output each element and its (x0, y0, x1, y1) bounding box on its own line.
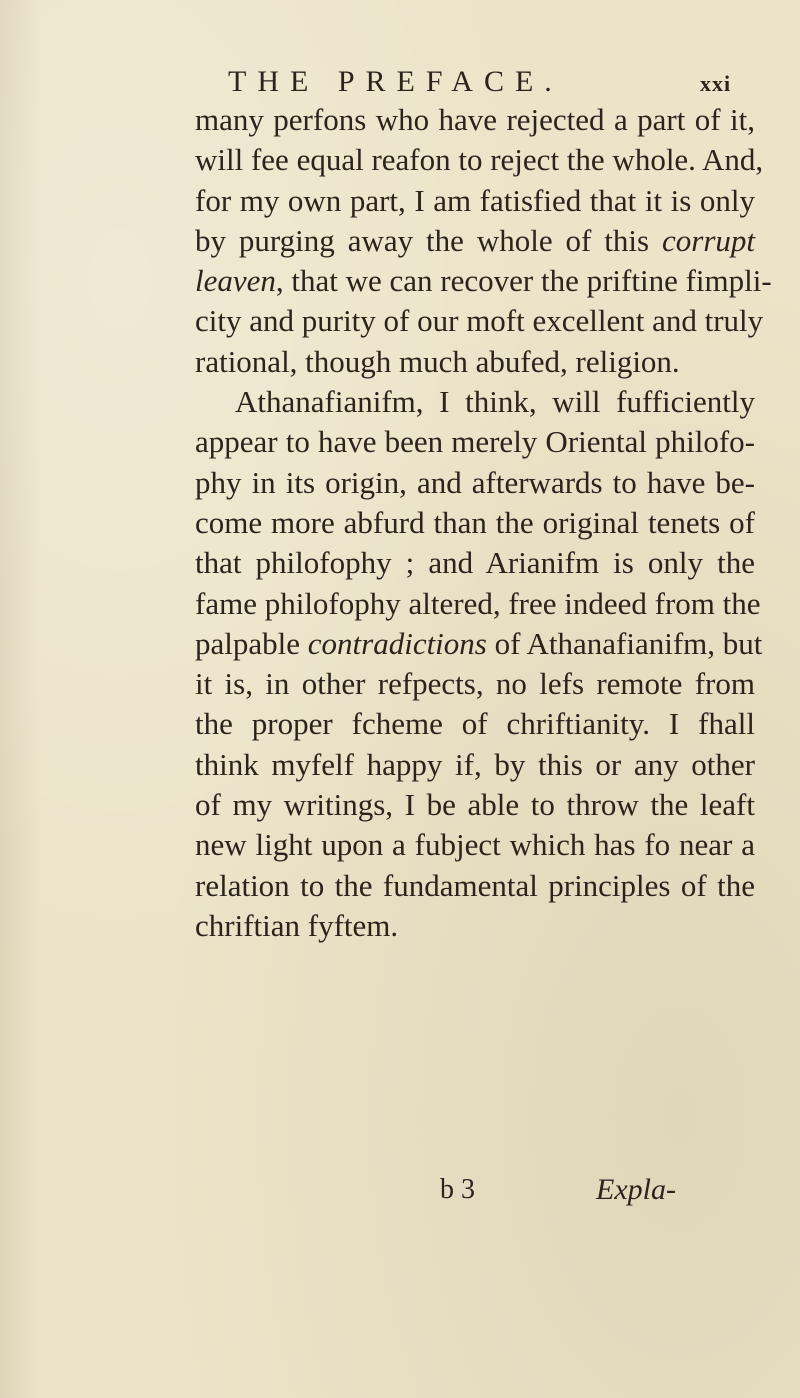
text-line: relation to the fundamental principles of the (195, 867, 755, 903)
text-line: palpable contradictions of Athanafianifm, but (195, 625, 763, 661)
text-line: city and purity of our moft excellent and truly (195, 303, 764, 339)
signature-mark: b 3 (440, 1174, 475, 1205)
text-line: that philofophy ; and Arianifm is only the (195, 545, 755, 581)
text-line: rational, though much abufed, religion. (195, 343, 680, 379)
text-line: will fee equal reafon to reject the whole. And, (195, 142, 764, 178)
text-line: it is, in other refpects, no lefs remote from (195, 666, 755, 702)
italic-phrase: leaven (195, 263, 276, 299)
text-line: by purging away the whole of this corrupt (195, 222, 755, 258)
text-line: the proper fcheme of chriftianity. I fhall (195, 706, 755, 742)
text-line: many perfons who have rejected a part of it, (195, 102, 755, 137)
body-text (195, 100, 772, 946)
text-line: leaven, that we can recover the priftine fimpli- (195, 263, 772, 299)
text-line: fame philofophy altered, free indeed from the (195, 585, 761, 621)
text-line: think myfelf happy if, by this or any other (195, 746, 755, 782)
text-line: new light upon a fubject which has fo near a (195, 827, 755, 863)
text-line: of my writings, I be able to throw the leaft (195, 787, 755, 823)
running-head-title: THE PREFACE. (228, 65, 563, 98)
catchword: Expla- (596, 1173, 676, 1206)
italic-phrase: corrupt (662, 222, 755, 258)
running-head (0, 62, 800, 102)
text-line: chriftian fyftem. (195, 907, 399, 943)
page-number: xxi (700, 71, 732, 96)
italic-phrase: contradictions (307, 625, 487, 661)
page-footer (0, 1170, 800, 1210)
text-line: appear to have been merely Oriental philofo- (195, 424, 755, 460)
text-line-paragraph-start: Athanafianifm, I think, will fufficiently (235, 384, 755, 420)
text-line: come more abfurd than the original tenets of (195, 504, 755, 540)
text-line: for my own part, I am fatisfied that it is only (195, 182, 755, 218)
text-line: phy in its origin, and afterwards to have be- (195, 464, 755, 500)
